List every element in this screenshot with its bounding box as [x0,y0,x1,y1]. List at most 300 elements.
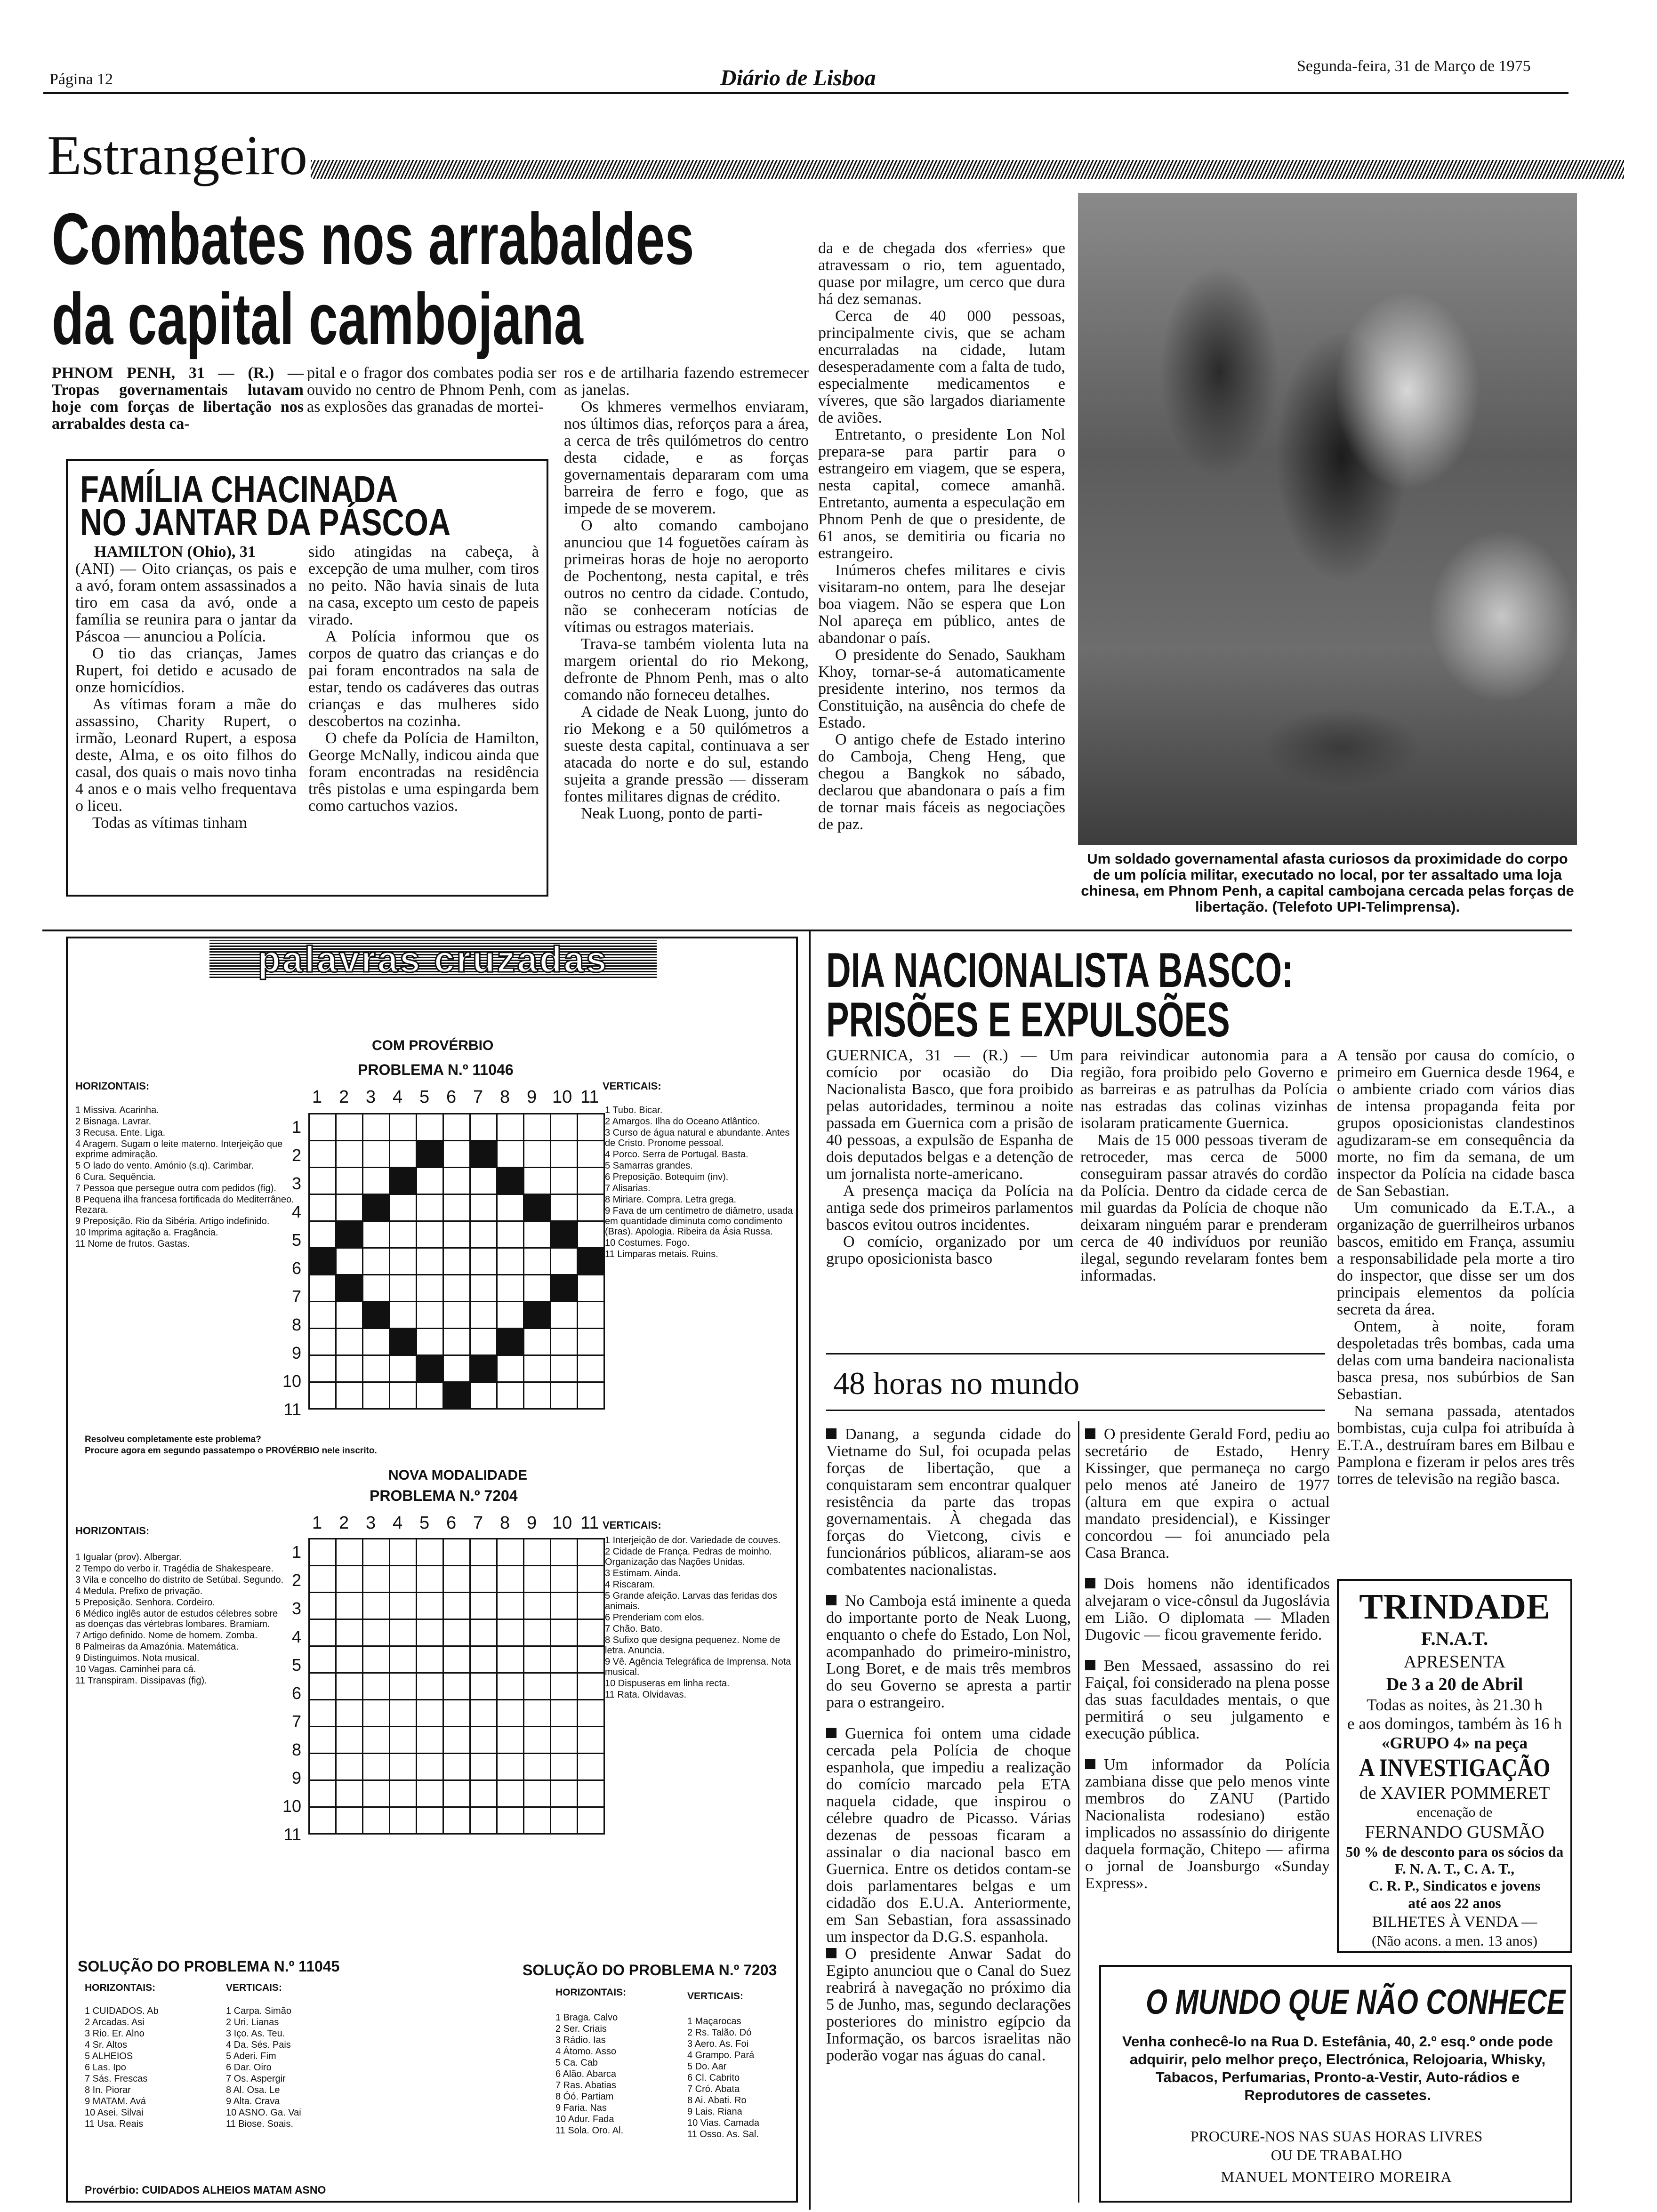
issue-date: Segunda-feira, 31 de Março de 1975 [1297,57,1531,75]
grid-cell [363,1355,390,1382]
solution-entry: 3 Iço. As. Teu. [226,2028,285,2039]
grid-cell [336,1329,363,1355]
grid-cell [309,1355,336,1382]
grid-cell [524,1329,551,1355]
grid-row [309,1114,604,1141]
grid-cell [336,1619,363,1646]
row-number: 2 [291,1146,301,1165]
grid-cell [524,1566,551,1593]
grid-cell [497,1355,524,1382]
grid-cell [417,1619,443,1646]
grid-row [309,1593,604,1619]
column-number: 9 [527,1513,537,1533]
grid-row [309,1780,604,1807]
clue: 11 Nome de frutos. Gastas. [75,1239,190,1249]
grid-row [309,1619,604,1646]
grid-cell [417,1593,443,1619]
solution-entry: 7 Cró. Abata [687,2084,740,2094]
grid-cell [443,1619,470,1646]
grid-row [309,1221,604,1248]
clue: 5 Preposição. Senhora. Cordeiro. [75,1597,215,1608]
grid-cell [363,1619,390,1646]
lead-headline-2: da capital cambojana [52,278,583,360]
section-title: Estrangeiro [47,124,308,186]
familia-column-1: HAMILTON (Ohio), 31 (ANI) — Oito crianças, os pais e a avó, foram ontem assassinados a tiro em casa da avó, onde a família se reunira para o jantar da Páscoa — anunciou a Polícia. O tio das crianças, James Rupert, foi detido e acusado de onze homicídios. As vítimas foram a mãe do assassino, Charity Rupert, o irmão, Leonard Rupert, a esposa deste, Alma, e os oito filhos do casal, dos quais o mais novo tinha 4 anos e o mais velho frequentava o liceu. Todas as vítimas tinham [75,543,297,832]
clue: 2 Bisnaga. Lavrar. [75,1116,152,1127]
grid-cell [524,1382,551,1409]
grid-cell [470,1700,497,1727]
grid-cell [551,1619,578,1646]
row-number: 10 [282,1371,302,1391]
solution-entry: 2 Ser. Criais [555,2024,607,2034]
black-cell [470,1141,497,1168]
trindade-discount-2: C. R. P., Sindicatos e jovens [1368,1877,1541,1894]
trindade-enc-label: encenação de [1416,1804,1493,1820]
grid-cell [363,1168,390,1194]
crossword-grid-1 [308,1113,605,1410]
news-brief: Ben Messaed, assassino do rei Faiçal, foi considerado na plena posse das suas faculdades mentais, o que permitirá o seu julgamento e execução pública. [1085,1657,1330,1742]
solution-entry: 3 Rádio. Ias [555,2035,606,2045]
grid-cell [470,1114,497,1141]
clue: 7 Alisarias. [605,1183,651,1194]
grid-cell [524,1593,551,1619]
grid-cell [336,1248,363,1275]
clue: 10 Dispuseras em linha recta. [605,1678,730,1689]
grid-cell [363,1646,390,1673]
trindade-discount-3: até aos 22 anos [1408,1895,1501,1911]
trindade-author: de XAVIER POMMERET [1359,1783,1550,1803]
grid-cell [470,1194,497,1221]
grid-cell [551,1539,578,1566]
row-number: 6 [291,1258,301,1278]
row-number: 6 [291,1683,301,1703]
grid-row [309,1807,604,1834]
clue: 6 Médico inglês autor de estudos célebres sobre as doenças das vértebras lombares. Bramiam. [75,1609,278,1629]
solution-entry: 2 Uri. Lianas [226,2017,279,2028]
grid-cell [470,1275,497,1302]
column-number: 1 [312,1513,322,1533]
solution-entry: 4 Grampo. Pará [687,2050,755,2060]
grid-cell [336,1727,363,1754]
clue: 6 Prenderiam com elos. [605,1612,705,1623]
mundo-column-divider [1078,1421,1079,2203]
solution-2-vertical [687,2016,796,2140]
row-number: 1 [291,1117,301,1137]
grid-cell [309,1194,336,1221]
grid-cell [390,1221,417,1248]
grid-cell [578,1114,604,1141]
p2-vertical-clues [605,1535,793,1701]
clue: 5 O lado do vento. Amónio (s.q). Carimbar. [75,1161,254,1171]
grid-cell [390,1539,417,1566]
black-cell [551,1275,578,1302]
grid-cell [551,1700,578,1727]
column-number: 2 [339,1513,349,1533]
grid-cell [363,1727,390,1754]
grid-cell [524,1700,551,1727]
grid-cell [470,1248,497,1275]
column-number: 5 [419,1513,430,1533]
grid-cell [390,1700,417,1727]
grid-cell [363,1807,390,1834]
grid-cell [470,1807,497,1834]
grid-cell [551,1329,578,1355]
grid-cell [363,1114,390,1141]
grid-cell [443,1355,470,1382]
news-brief: No Camboja está iminente a queda do importante porto de Neak Luong, enquanto o chefe do Estado, Lon Nol, acompanhado do primeiro-ministro, Long Boret, e de mais três membros do seu Governo se apresta a partir para o estrangeiro. [826,1592,1071,1711]
column-number: 2 [339,1087,349,1107]
basco-column-3: A tensão por causa do comício, o primeiro em Guernica desde 1964, e o ambiente criado com vários dias de intensa propaganda feita por grupos oposicionistas clandestinos agudizaram-se em consequência da morte, no fim da semana, de um inspector da Polícia na cidade basca de San Sebastian. Um comunicado da E.T.A., a organização de guerrilheiros urbanos bascos, emitido em França, assumiu a responsabilidade pela morte a tiro do inspector, que disse ser um dos principais elementos da polícia secreta da área. Ontem, à noite, foram despoletadas três bombas, cada uma delas com uma bandeira nacionalista basca presa, nos subúrbios de San Sebastian. Na semana passada, atentados bombistas, cuja culpa foi atribuída à E.T.A., destruíram bares em Bilbau e Pamplona e fizeram ir pelos ares três torres de televisão na região basca. [1337,1047,1575,1488]
column-number: 4 [393,1087,403,1107]
grid-cell [443,1141,470,1168]
grid-cell [551,1566,578,1593]
solution-entry: 5 Ca. Cab [555,2058,598,2068]
lead-column-3: ros e de artilharia fazendo estremecer as janelas. Os khmeres vermelhos enviaram, nos últimos dias, reforços para a área, a cerca de três quilómetros do centro desta cidade, e as forças governamentais depararam com uma barreira de ferro e fogo, que as impede de se moverem. O alto comando cambojano anunciou que 14 foguetões caíram às primeiras horas de hoje no aeroporto de Pochentong, nesta capital, e três outros no centro da cidade. Contudo, não se conheceram notícias de vítimas ou estragos materiais. Trava-se também violenta luta na margem oriental do rio Mekong, defronte de Phnom Penh, mas o alto comando não forneceu detalhes. A cidade de Neak Luong, junto do rio Mekong e a 50 quilómetros a sueste desta capital, continuava a ser atacada do norte e do sul, estando sujeita a grande pressão — disseram fontes militares dignas de crédito. Neak Luong, ponto de parti- [564,364,809,822]
grid-cell [309,1754,336,1780]
shop-ad-title: O MUNDO QUE NÃO CONHECE [1146,1982,1566,2021]
sol2-h-label: HORIZONTAIS: [555,1987,627,1998]
clue: 10 Imprima agitação a. Fragância. [75,1227,218,1238]
grid-cell [417,1673,443,1700]
solution-entry: 9 Alta. Crava [226,2096,280,2107]
grid-cell [470,1646,497,1673]
grid-cell [497,1727,524,1754]
clue: 2 Cidade de França. Pedras de moinho. Organização das Nações Unidas. [605,1547,772,1567]
grid-cell [417,1566,443,1593]
grid-cell [417,1168,443,1194]
trindade-play: A INVESTIGAÇÃO [1359,1754,1551,1782]
grid-cell [551,1355,578,1382]
section-hatch [311,160,1624,179]
trindade-company: «GRUPO 4» na peça [1381,1734,1528,1752]
p1-note-1: Resolveu completamente este problema? [85,1435,261,1444]
mundo-top-rule [826,1353,1325,1354]
grid-cell [336,1114,363,1141]
grid-cell [443,1754,470,1780]
grid-cell [309,1114,336,1141]
grid-cell [578,1168,604,1194]
clue: 3 Curso de água natural e abundante. Antes de Cristo. Pronome pessoal. [605,1128,790,1148]
grid-cell [309,1807,336,1834]
p1-column-numbers [312,1087,599,1111]
grid-cell [524,1727,551,1754]
grid-cell [363,1566,390,1593]
p1-subtitle: COM PROVÉRBIO [372,1038,494,1053]
vertical-divider [809,930,811,2210]
grid-cell [578,1780,604,1807]
grid-row [309,1700,604,1727]
grid-cell [309,1539,336,1566]
clue: 4 Riscaram. [605,1579,655,1590]
news-brief: Um informador da Polícia zambiana disse que pelo menos vinte membros do ZANU (Partido Nacionalista rodesiano) estão implicados no assassínio do dirigente daquela formação, Chitepo — afirma o jornal de Joansburgo «Sunday Express». [1085,1756,1330,1892]
grid-cell [551,1727,578,1754]
solution-1-title: SOLUÇÃO DO PROBLEMA N.º 11045 [78,1958,340,1975]
grid-cell [497,1141,524,1168]
grid-cell [336,1700,363,1727]
trindade-presents: APRESENTA [1403,1652,1506,1672]
row-number: 5 [291,1230,301,1250]
black-cell [390,1168,417,1194]
clue: 8 Miriare. Compra. Letra grega. [605,1194,737,1205]
grid-row [309,1382,604,1409]
grid-cell [417,1248,443,1275]
p2-title: PROBLEMA N.º 7204 [370,1487,518,1504]
grid-row [309,1194,604,1221]
solution-entry: 5 Aderi. Fim [226,2051,276,2061]
grid-cell [497,1807,524,1834]
grid-cell [470,1754,497,1780]
mundo-column-2 [1085,1426,1330,1892]
solution-entry: 1 Braga. Calvo [555,2012,618,2023]
grid-row [309,1539,604,1566]
grid-cell [390,1248,417,1275]
familia-headline-1: FAMÍLIA CHACINADA [80,468,398,510]
grid-cell [443,1114,470,1141]
grid-cell [578,1141,604,1168]
solution-entry: 1 Carpa. Simão [226,2006,291,2016]
trindade-discount-1: 50 % de desconto para os sócios da F. N. A. T., C. A. T., [1345,1843,1564,1877]
grid-cell [309,1780,336,1807]
column-number: 3 [366,1513,376,1533]
solution-entry: 7 Os. Aspergir [226,2074,286,2084]
grid-cell [497,1302,524,1329]
grid-cell [524,1221,551,1248]
black-cell [497,1168,524,1194]
grid-cell [551,1168,578,1194]
clue: 1 Missiva. Acarinha. [75,1105,159,1115]
grid-cell [497,1221,524,1248]
news-brief: Dois homens não identificados alvejaram o vice-cônsul da Jugoslávia em Lião. O diplomata — Mladen Dugovic — ficou gravemente ferido. [1085,1575,1330,1643]
sol1-v-label: VERTICAIS: [226,1982,282,1993]
grid-cell [551,1194,578,1221]
grid-cell [524,1619,551,1646]
grid-cell [417,1194,443,1221]
grid-cell [524,1275,551,1302]
solution-entry: 1 Maçarocas [687,2016,741,2027]
grid-cell [551,1807,578,1834]
clue: 1 Interjeição de dor. Variedade de couves. [605,1535,781,1546]
column-number: 7 [473,1513,483,1533]
grid-cell [497,1539,524,1566]
grid-cell [309,1593,336,1619]
grid-cell [309,1329,336,1355]
solution-entry: 10 Vias. Camada [687,2118,760,2128]
grid-cell [551,1646,578,1673]
solution-entry: 6 Alão. Abarca [555,2069,616,2079]
black-cell [309,1248,336,1275]
crossword-banner-title: palavras cruzadas [257,938,609,980]
grid-cell [336,1673,363,1700]
grid-cell [336,1539,363,1566]
grid-cell [390,1302,417,1329]
grid-cell [497,1646,524,1673]
bullet-square-icon [1085,1428,1095,1439]
solution-entry: 4 Átomo. Asso [555,2046,616,2057]
bullet-square-icon [826,1428,837,1439]
column-number: 6 [446,1513,457,1533]
solution-entry: 9 MATAM. Avá [85,2096,146,2107]
grid-cell [390,1593,417,1619]
grid-cell [336,1593,363,1619]
grid-cell [417,1646,443,1673]
black-cell [470,1355,497,1382]
grid-cell [497,1114,524,1141]
row-number: 2 [291,1571,301,1590]
grid-cell [336,1646,363,1673]
clue: 7 Artigo definido. Nome de homem. Zomba. [75,1630,257,1641]
lead-column-2: pital e o fragor dos combates podia ser ouvido no centro de Phnom Penh, com as explosões das granadas de mortei- [307,364,556,416]
shop-ad-owner: MANUEL MONTEIRO MOREIRA [1221,2168,1452,2185]
column-number: 10 [552,1513,572,1533]
grid-cell [390,1382,417,1409]
grid-cell [497,1382,524,1409]
row-number: 8 [291,1315,301,1334]
grid-cell [470,1727,497,1754]
grid-cell [390,1646,417,1673]
clue: 9 Distinguimos. Nota musical. [75,1653,200,1663]
lead-column-1: PHNOM PENH, 31 — (R.) — Tropas governamentais lutavam hoje com forças de libertação nos arrabaldes desta ca- [52,364,304,433]
grid-cell [497,1566,524,1593]
grid-row [309,1566,604,1593]
grid-cell [309,1275,336,1302]
solution-entry: 6 Cl. Cabrito [687,2073,740,2083]
grid-cell [363,1780,390,1807]
solution-entry: 9 Lais. Riana [687,2107,742,2117]
grid-cell [470,1302,497,1329]
grid-cell [417,1382,443,1409]
grid-cell [551,1593,578,1619]
solution-entry: 11 Biose. Soais. [226,2119,294,2129]
clue: 9 Vê. Agência Telegráfica de Imprensa. Nota musical. [605,1657,791,1677]
grid-cell [443,1566,470,1593]
grid-row [309,1673,604,1700]
p1-horizontal-clues [75,1105,311,1250]
trindade-title: TRINDADE [1359,1587,1550,1627]
grid-cell [363,1141,390,1168]
clue: 6 Cura. Sequência. [75,1172,156,1182]
p2-horizontal-clues [75,1552,287,1687]
p2-v-label: VERTICAIS: [603,1519,661,1531]
clue: 3 Recusa. Ente. Liga. [75,1128,166,1138]
row-number: 10 [282,1796,302,1816]
mundo-title: 48 horas no mundo [833,1365,1080,1401]
solution-entry: 9 Faria. Nas [555,2103,607,2113]
grid-cell [363,1329,390,1355]
grid-cell [336,1780,363,1807]
grid-row [309,1141,604,1168]
solution-entry: 5 ALHEIOS [85,2051,133,2061]
sol1-h-label: HORIZONTAIS: [85,1982,156,1993]
grid-cell [309,1168,336,1194]
grid-cell [363,1248,390,1275]
grid-cell [551,1754,578,1780]
grid-cell [309,1382,336,1409]
clue: 1 Igualar (prov). Albergar. [75,1552,182,1563]
grid-cell [390,1141,417,1168]
grid-cell [578,1727,604,1754]
grid-cell [417,1114,443,1141]
black-cell [390,1329,417,1355]
row-number: 1 [291,1542,301,1562]
mundo-bottom-rule [826,1410,1325,1411]
solution-entry: 6 Dar. Oiro [226,2062,272,2073]
grid-cell [390,1780,417,1807]
solution-entry: 2 Rs. Talão. Dó [687,2028,752,2038]
black-cell [524,1194,551,1221]
clue: 3 Vila e concelho do distrito de Setúbal. Segundo. [75,1575,284,1585]
grid-cell [443,1221,470,1248]
column-number: 6 [446,1087,457,1107]
solution-entry: 11 Sola. Oro. Al. [555,2125,624,2136]
bullet-square-icon [826,1728,837,1738]
clue: 7 Chão. Bato. [605,1624,663,1634]
column-number: 5 [419,1087,430,1107]
photo-caption: Um soldado governamental afasta curiosos da proximidade do corpo de um polícia militar, executado no local, por ter assaltado uma loja chinesa, em Phnom Penh, a capital cambojana cercada pelas forças de libertação. (Telefoto UPI-Telimprensa). [1081,850,1574,915]
lead-headline-1: Combates nos arrabaldes [52,198,694,280]
row-number: 11 [283,1400,301,1419]
clue: 8 Pequena ilha francesa fortificada do Mediterrâneo. Rezara. [75,1194,294,1215]
grid-row [309,1302,604,1329]
grid-cell [524,1355,551,1382]
grid-cell [524,1141,551,1168]
grid-cell [309,1673,336,1700]
grid-row [309,1727,604,1754]
p1-v-label: VERTICAIS: [603,1080,661,1092]
shop-ad-cta-1: PROCURE-NOS NAS SUAS HORAS LIVRES [1190,2128,1483,2145]
grid-cell [578,1673,604,1700]
grid-cell [417,1780,443,1807]
grid-cell [309,1619,336,1646]
trindade-age: (Não acons. a men. 13 anos) [1371,1932,1538,1949]
solution-2-horizontal [555,2012,678,2137]
row-number: 7 [291,1287,301,1306]
trindade-schedule-1: Todas as noites, às 21.30 h [1367,1696,1543,1714]
clue: 6 Preposição. Botequim (inv). [605,1172,729,1182]
solution-entry: 6 Las. Ipo [85,2062,126,2073]
bullet-square-icon [826,1948,837,1958]
grid-cell [309,1221,336,1248]
grid-cell [363,1539,390,1566]
clue: 2 Amargos. Ilha do Oceano Atlântico. [605,1116,760,1127]
black-cell [336,1275,363,1302]
page-number: Página 12 [49,71,113,88]
familia-headline-2: NO JANTAR DA PÁSCOA [80,501,451,543]
solution-entry: 4 Da. Sés. Pais [226,2040,291,2050]
solution-entry: 8 Ai. Abati. Ro [687,2095,747,2106]
grid-row [309,1646,604,1673]
grid-cell [497,1673,524,1700]
solution-entry: 2 Arcadas. Asi [85,2017,145,2028]
grid-cell [336,1355,363,1382]
solution-entry: 10 Asei. Silvai [85,2108,144,2118]
clue: 11 Limparas metais. Ruins. [605,1249,718,1259]
solution-entry: 3 Aero. As. Foi [687,2039,749,2049]
p1-h-label: HORIZONTAIS: [75,1080,150,1092]
grid-cell [578,1302,604,1329]
column-number: 11 [580,1513,599,1533]
grid-cell [551,1780,578,1807]
grid-cell [443,1302,470,1329]
grid-cell [551,1382,578,1409]
grid-cell [578,1566,604,1593]
grid-cell [578,1221,604,1248]
column-number: 10 [552,1087,572,1107]
clue: 11 Transpiram. Dissipavas (fig). [75,1675,207,1686]
clue: 4 Porco. Serra de Portugal. Basta. [605,1149,748,1160]
shop-ad [1099,1965,1572,2203]
column-number: 3 [366,1087,376,1107]
solution-1-horizontal [85,2006,217,2130]
